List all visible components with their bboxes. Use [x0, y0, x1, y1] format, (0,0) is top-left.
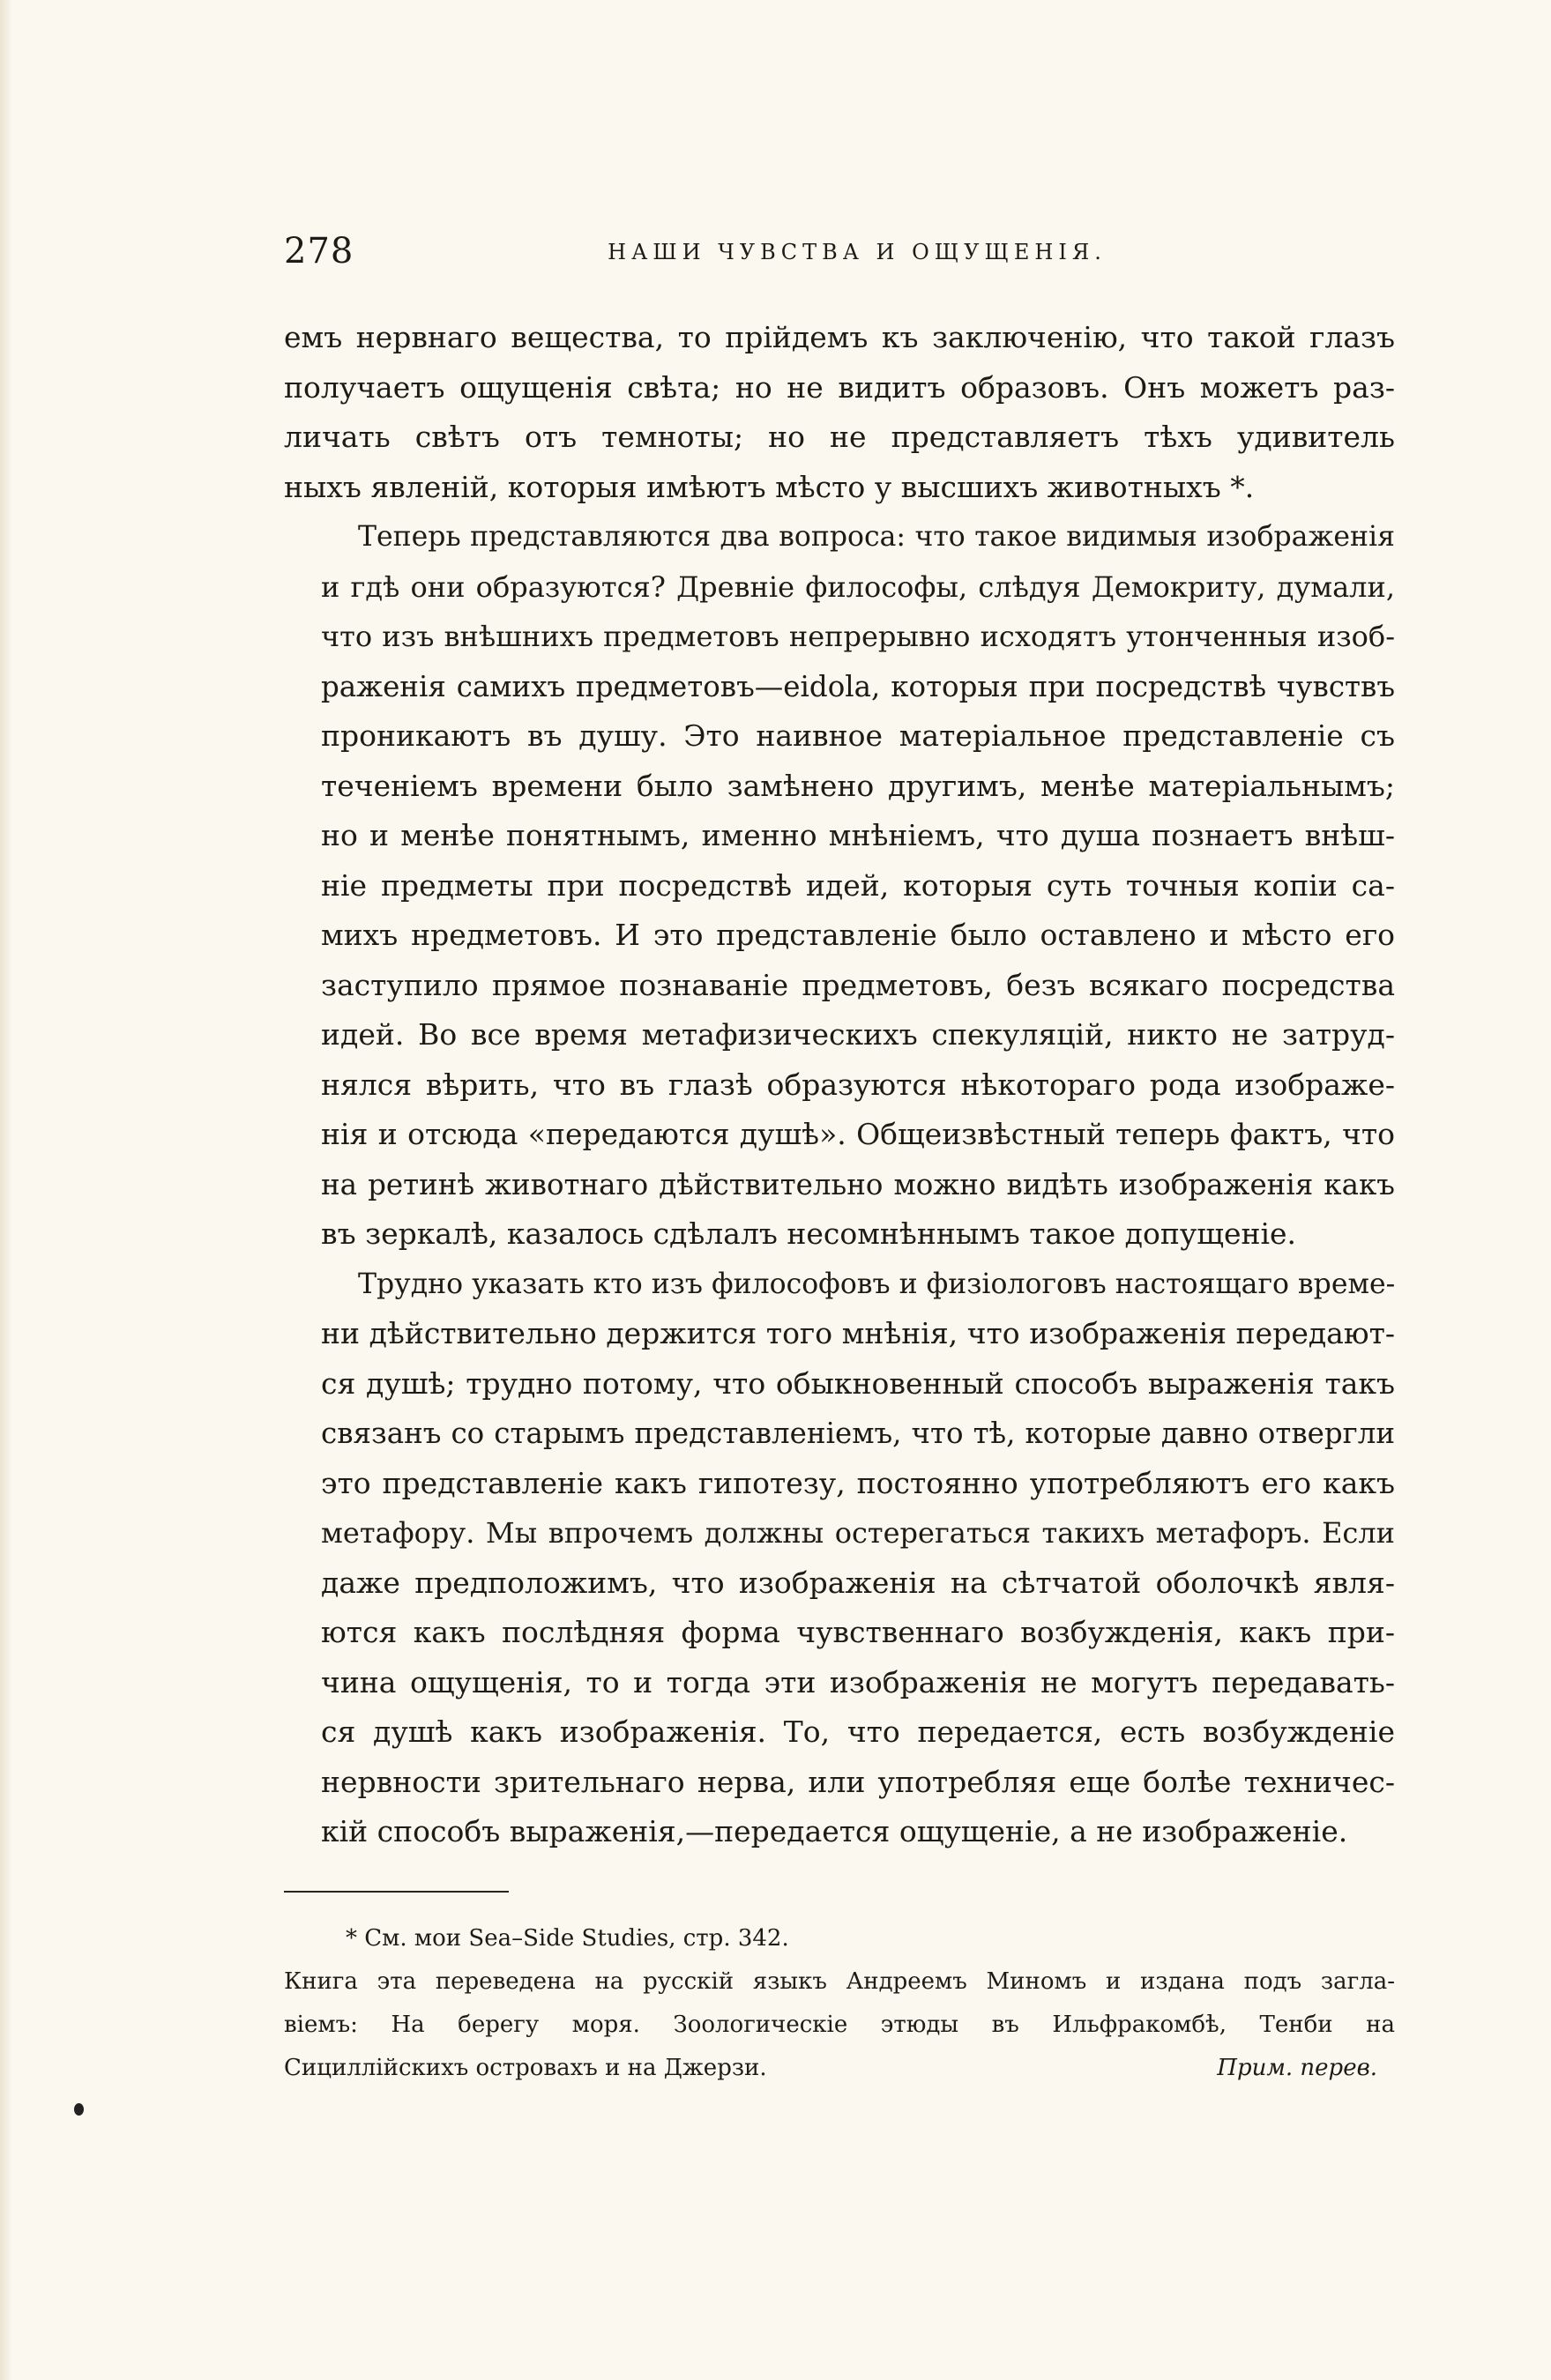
text-line: на ретинѣ животнаго дѣйствительно можно видѣть изображенія какъ	[321, 1167, 1395, 1201]
footnotes	[284, 1917, 1395, 2090]
page-number: 278	[284, 231, 354, 271]
text-line: ни дѣйствительно держится того мнѣнія, что изображенія передают-	[321, 1316, 1395, 1350]
text-line: Теперь представляются два вопроса: что такое видимыя изображенія	[358, 521, 1395, 553]
text-line: ныхъ явленій, которыя имѣютъ мѣсто у высшихъ животныхъ *.	[284, 469, 1255, 504]
text-line: михъ нредметовъ. И это представленіе было оставлено и мѣсто его	[321, 918, 1395, 952]
page-edge	[0, 0, 12, 2380]
text-line: получаетъ ощущенія свѣта; но не видитъ образовъ. Онъ можетъ раз-	[284, 369, 1395, 405]
footnote-line: * См. мои Sea–Side Studies, стр. 342.	[346, 1925, 789, 1952]
text-line: идей. Во все время метафизическихъ спекуляцій, никто не затруд-	[321, 1017, 1395, 1052]
text-line: Трудно указать кто изъ философовъ и физіологовъ настоящаго време-	[358, 1268, 1396, 1300]
text-line: нія и отсюда «передаются душѣ». Общеизвѣстный теперь фактъ, что	[321, 1117, 1395, 1151]
text-line: проникаютъ въ душу. Это наивное матеріальное представленіе съ	[321, 718, 1395, 753]
footnote-line: віемъ: На берегу моря. Зоологическіе этюды въ Ильфракомбѣ, Тенби на	[284, 2012, 1395, 2038]
text-line: что изъ внѣшнихъ предметовъ непрерывно исходятъ утонченныя изоб-	[321, 620, 1395, 653]
text-line: ся душѣ какъ изображенія. То, что передается, есть возбужденіе	[321, 1714, 1395, 1749]
text-line: ются какъ послѣдняя форма чувственнаго возбужденія, какъ при-	[321, 1615, 1395, 1649]
paragraph	[284, 512, 1395, 1260]
text-line: кій способъ выраженія,—передается ощущеніе, а не изображеніе.	[321, 1814, 1348, 1848]
footnote-line-last	[284, 2047, 1395, 2090]
text-line: раженія самихъ предметовъ—eidola, которыя при посредствѣ чувствъ	[321, 669, 1395, 703]
footnote-divider	[284, 1891, 509, 1893]
ink-blot	[74, 2103, 84, 2116]
paragraph	[284, 1260, 1395, 1857]
text-line: нервности зрительнаго нерва, или употребляя еще болѣе техничес-	[321, 1764, 1395, 1799]
text-line: заступило прямое познаваніе предметовъ, безъ всякаго посредства	[321, 967, 1395, 1002]
text-line: это представленіе какъ гипотезу, постоянно употребляютъ его какъ	[321, 1465, 1395, 1500]
text-line: нялся вѣрить, что въ глазѣ образуются нѣкотораго рода изображе-	[321, 1067, 1395, 1102]
text-line: въ зеркалѣ, казалось сдѣлалъ несомнѣннымъ такое допущеніе.	[321, 1216, 1297, 1251]
text-line: личать свѣтъ отъ темноты; но не представляетъ тѣхъ удивитель	[284, 420, 1395, 454]
text-line: метафору. Мы впрочемъ должны остерегаться такихъ метафоръ. Если	[321, 1516, 1395, 1550]
translator-note-signature: Прим. перев.	[1217, 2055, 1377, 2081]
text-line: чина ощущенія, то и тогда эти изображенія не могутъ передавать-	[321, 1664, 1395, 1699]
text-line: связанъ со старымъ представленіемъ, что тѣ, которые давно отвергли	[321, 1417, 1395, 1450]
text-line: но и менѣе понятнымъ, именно мнѣніемъ, что душа познаетъ внѣш-	[321, 818, 1395, 852]
page-header	[284, 231, 1395, 275]
text-line: и гдѣ они образуются? Древніе философы, слѣдуя Демокриту, думали,	[321, 569, 1395, 604]
text-line: теченіемъ времени было замѣнено другимъ, менѣе матеріальнымъ;	[321, 768, 1395, 803]
text-line: ніе предметы при посредствѣ идей, которыя суть точныя копіи са-	[321, 867, 1395, 903]
paragraph	[284, 313, 1395, 512]
text-line: ся душѣ; трудно потому, что обыкновенный способъ выраженія такъ	[321, 1365, 1395, 1401]
footnote-line: Книга эта переведена на русскій языкъ Андреемъ Миномъ и издана подъ загла-	[284, 1968, 1395, 1995]
running-title: НАШИ ЧУВСТВА И ОЩУЩЕНІЯ.	[608, 240, 1107, 264]
text-line: даже предположимъ, что изображенія на сѣтчатой оболочкѣ явля-	[321, 1565, 1395, 1600]
body-text	[284, 313, 1395, 1857]
footnote-line: Сициллійскихъ островахъ и на Джерзи.	[284, 2055, 767, 2081]
text-line: емъ нервнаго вещества, то прійдемъ къ заключенію, что такой глазъ	[284, 320, 1395, 354]
